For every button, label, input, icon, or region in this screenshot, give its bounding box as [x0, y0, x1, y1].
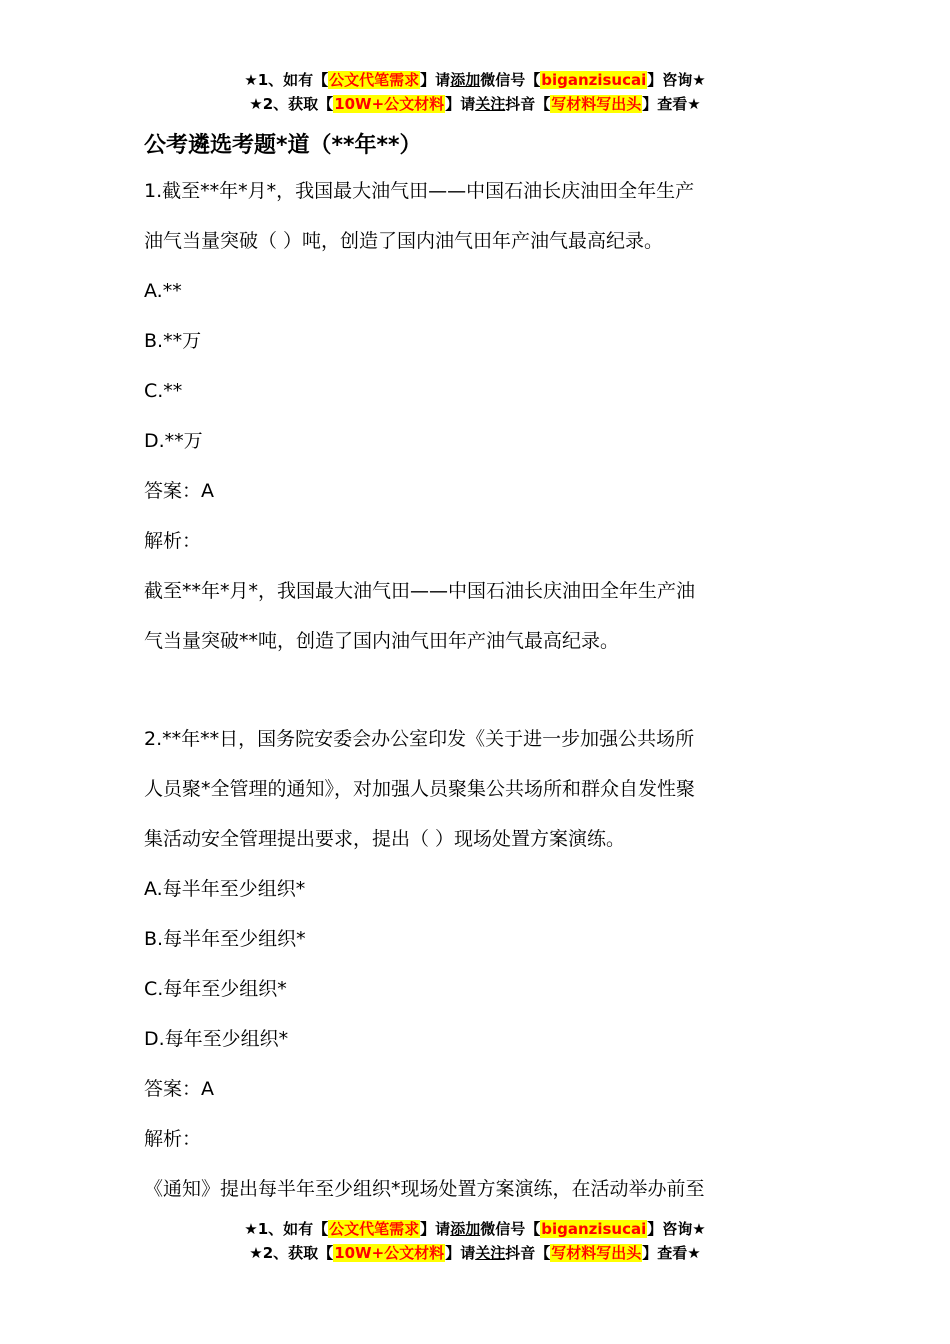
underlined-text: 关注	[475, 1244, 506, 1262]
option-a: A.**	[144, 280, 182, 302]
banner-text: 抖音【	[505, 95, 551, 113]
banner-text: 】查看★	[642, 95, 701, 113]
analysis-label: 解析：	[144, 530, 202, 552]
highlight-wechat-id: biganzisucai	[541, 71, 647, 89]
highlight-materials: 10W+公文材料	[334, 1244, 445, 1262]
highlight-service: 公文代笔需求	[329, 1220, 420, 1238]
banner-text: 微信号【	[480, 1220, 541, 1238]
banner-text: 】咨询★	[647, 71, 706, 89]
question-stem: 集活动安全管理提出要求，提出（ ）现场处置方案演练。	[144, 828, 626, 850]
banner-line-1	[0, 68, 950, 92]
document-title: 公考遴选考题*道（**年**）	[144, 133, 422, 158]
document-body	[144, 126, 812, 1214]
analysis-text: 《通知》提出每半年至少组织*现场处置方案演练，在活动举办前至	[144, 1178, 705, 1200]
highlight-douyin: 写材料写出头	[551, 95, 642, 113]
banner-text: ★2、获取【	[249, 1244, 334, 1262]
question-stem: 油气当量突破（ ）吨，创造了国内油气田年产油气最高纪录。	[144, 230, 664, 252]
option-d: D.**万	[144, 430, 203, 452]
analysis-text: 截至**年*月*，我国最大油气田——中国石油长庆油田全年生产油	[144, 580, 696, 602]
option-c: C.每年至少组织*	[144, 978, 287, 1000]
banner-text: 】查看★	[642, 1244, 701, 1262]
option-c: C.**	[144, 380, 183, 402]
option-a: A.每半年至少组织*	[144, 878, 306, 900]
banner-text: ★1、如有【	[244, 71, 329, 89]
banner-text: ★2、获取【	[249, 95, 334, 113]
banner-text: ★1、如有【	[244, 1220, 329, 1238]
highlight-service: 公文代笔需求	[329, 71, 420, 89]
option-d: D.每年至少组织*	[144, 1028, 289, 1050]
paragraph-gap	[144, 666, 812, 714]
option-b: B.**万	[144, 330, 202, 352]
banner-text: 】请	[420, 1220, 451, 1238]
option-b: B.每半年至少组织*	[144, 928, 306, 950]
question-stem: 2.**年**日，国务院安委会办公室印发《关于进一步加强公共场所	[144, 728, 695, 750]
underlined-text: 关注	[475, 95, 506, 113]
highlight-douyin: 写材料写出头	[551, 1244, 642, 1262]
header-banner	[0, 68, 950, 116]
banner-text: 抖音【	[505, 1244, 551, 1262]
question-1	[144, 166, 812, 666]
question-2	[144, 714, 812, 1214]
answer: 答案：A	[144, 480, 214, 502]
banner-text: 】请	[445, 95, 476, 113]
footer-banner	[0, 1217, 950, 1265]
analysis-label: 解析：	[144, 1128, 202, 1150]
banner-line-1	[0, 1217, 950, 1241]
question-stem: 1.截至**年*月*，我国最大油气田——中国石油长庆油田全年生产	[144, 180, 695, 202]
answer: 答案：A	[144, 1078, 214, 1100]
highlight-materials: 10W+公文材料	[334, 95, 445, 113]
question-stem: 人员聚*全管理的通知》，对加强人员聚集公共场所和群众自发性聚	[144, 778, 696, 800]
underlined-text: 添加	[450, 71, 481, 89]
underlined-text: 添加	[450, 1220, 481, 1238]
banner-line-2	[0, 1241, 950, 1265]
banner-text: 】请	[445, 1244, 476, 1262]
banner-text: 】咨询★	[647, 1220, 706, 1238]
highlight-wechat-id: biganzisucai	[541, 1220, 647, 1238]
banner-text: 】请	[420, 71, 451, 89]
analysis-text: 气当量突破**吨，创造了国内油气田年产油气最高纪录。	[144, 630, 620, 652]
banner-text: 微信号【	[480, 71, 541, 89]
banner-line-2	[0, 92, 950, 116]
